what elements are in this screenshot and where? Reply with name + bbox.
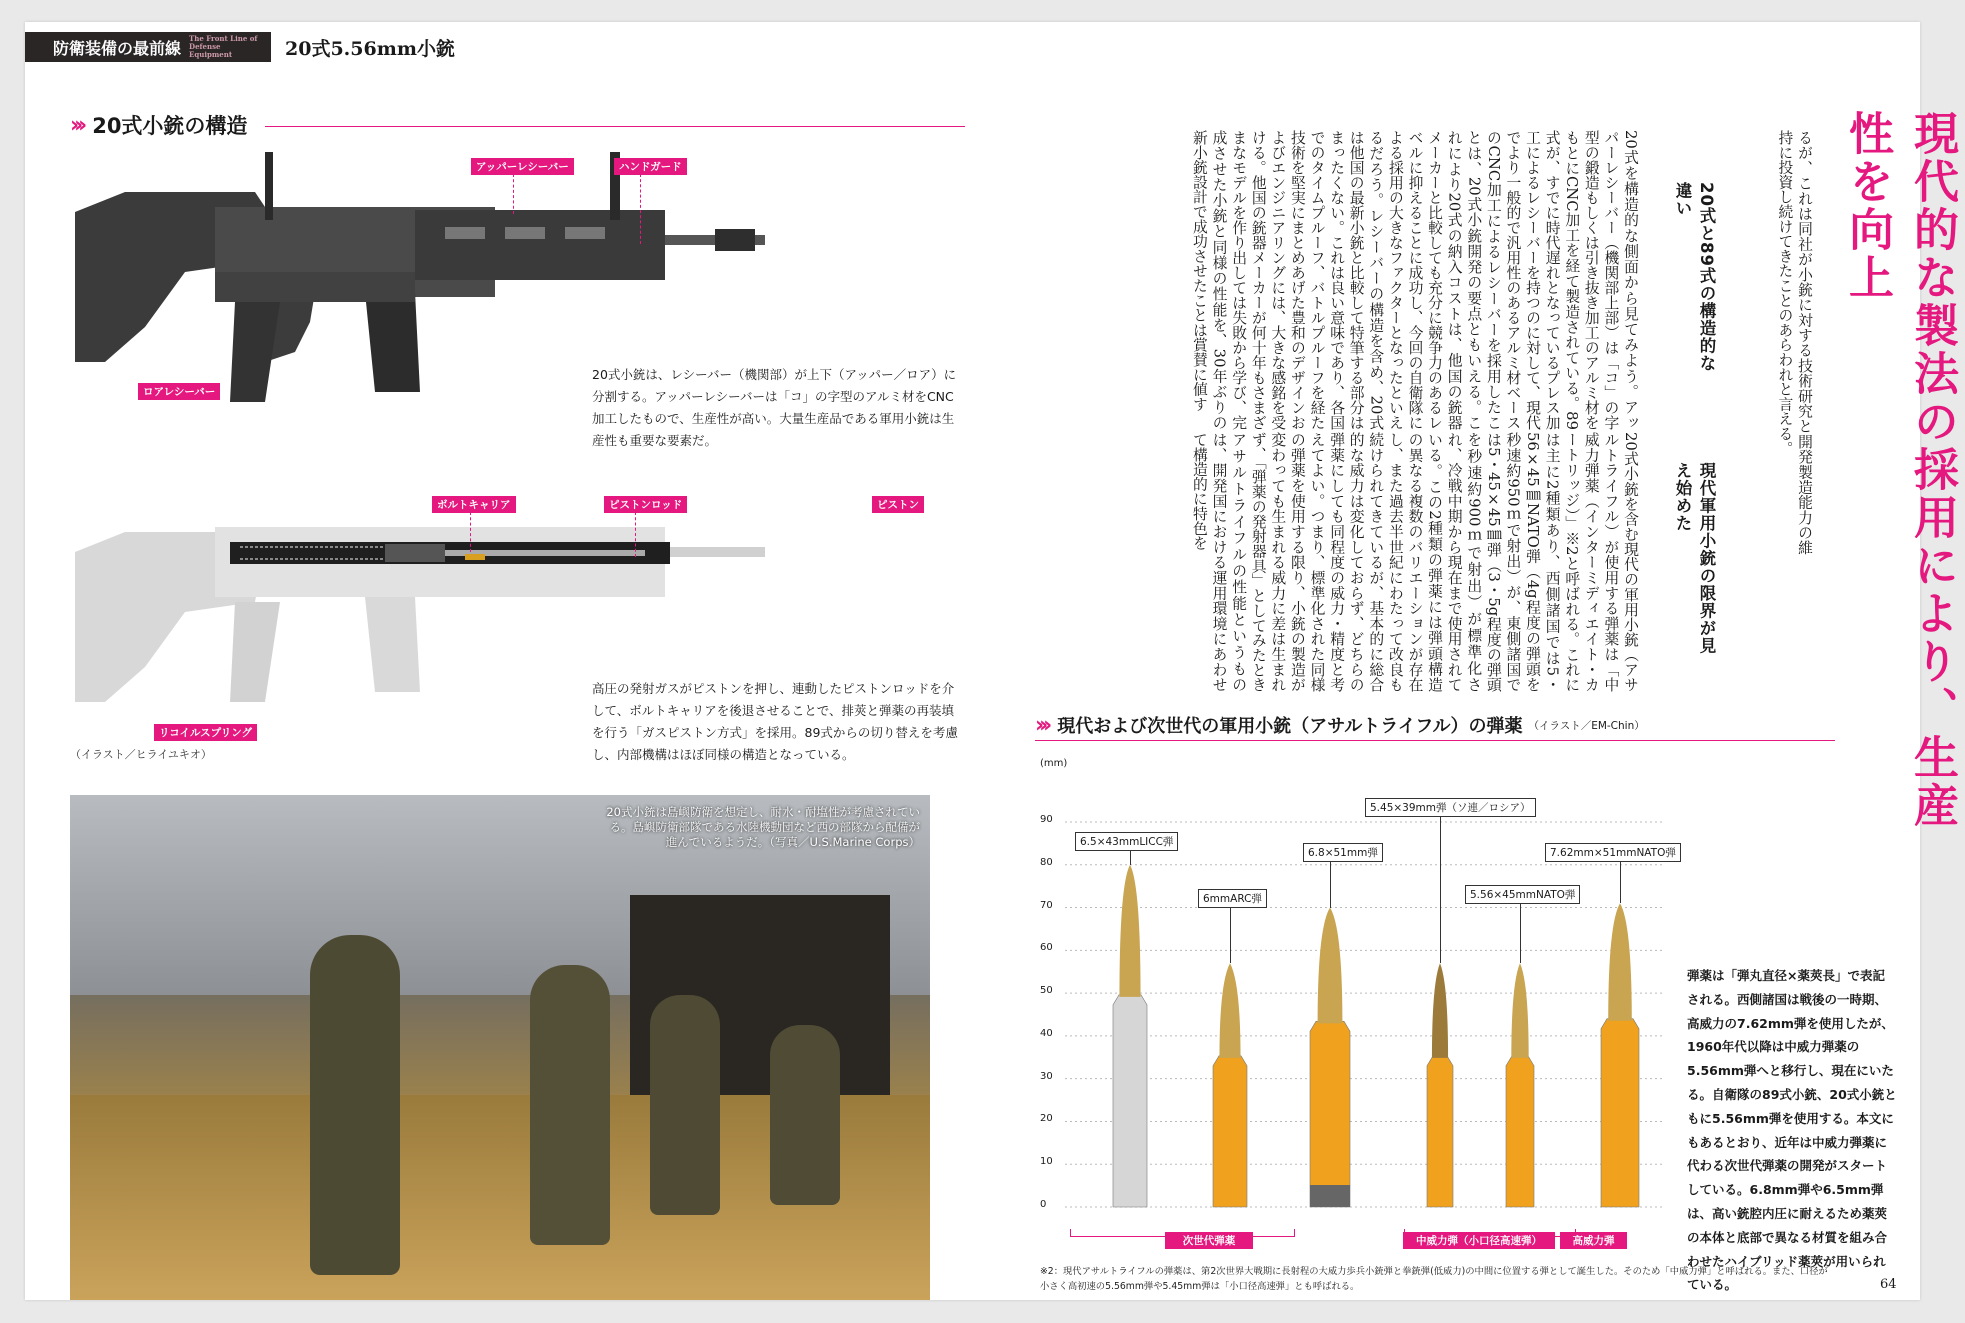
soldier-figure <box>530 965 610 1245</box>
y-tick-label: 80 <box>1040 856 1053 868</box>
y-tick-label: 90 <box>1040 814 1053 825</box>
cartridge-bullet <box>1432 963 1448 1058</box>
article-column-1: 20式を構造的な側面から見てみよう。アッパーレシーバー（機関部上部）は「コ」の字型の鍛造もしくは引き抜き加工のアルミ材をもとにCNC加工を経て製造されている。89式が、すでに時代遅れとなっているプレス加工によるレシーバーを持つのに対して、現代でより一般的で汎用性のあるアルミ材ベースのCNC加工によるレシーバーを採用したことは、20式小銃開発の要点ともいえる。これにより20式の納入コストは、他国の銃器メーカーと比較しても充分に競争力のあるレベルに抑えることに成功し、今回の自衛隊による採用の大きなファクターとなったといえるだろう。レシーバーの構造を含め、20式は他国の最新小銃と比較して特筆する部分はまったくない。これは良い意味であり、各国でのタイムプルーフ、バトルプルーフを経た技術を堅実にまとめあげた豊和のデザインおよびエンジニアリングには、大きな感銘を受ける。他国の銃器メーカーが何十年もさまざまなモデルを作り出しては失敗から学び、完成させた小銃と同様の性能を、30年ぶりの新小銃設計で成功させたことは賞賛に値す <box>1190 130 1639 430</box>
y-tick-label: 60 <box>1040 942 1053 954</box>
magazine-page <box>25 22 1959 1300</box>
soldiers-photo <box>70 795 930 1300</box>
ammo-credit: （イラスト／EM-Chin） <box>1528 719 1645 732</box>
cartridge-mark <box>1310 908 1350 1207</box>
heading-rule <box>265 126 965 127</box>
series-label <box>25 32 271 62</box>
ammo-heading-text: 現代および次世代の軍用小銃（アサルトライフル）の弾薬 <box>1057 716 1523 737</box>
article-column-2: 20式小銃を含む現代の軍用小銃（アサルトライフル）が使用する弾薬は「中威力弾薬（インターミディエイト・カートリッジ）」※2と呼ばれる。これには主に2種類あり、西側諸国では5・56×45㎜NATO弾（4g程度の弾頭を秒速約950ｍで射出）が、東側諸国では5・45×45㎜弾（3・5g程度の弾頭を秒速約900ｍで射出）が標準化され、冷戦中期から現在まで使用されている。この2種類の弾薬には弾頭構造の異なる複数のバリエーションが存在し、また過去半世紀にわたって改良も続けられてきているが、基本的に総合的な威力は変化しておらず、どちらの弾薬にしても同程度の威力・精度と考えてよい。つまり、標準化された同様の弾薬を使用する限り、小銃の製造が変わっても生まれる威力に差は生まれず、「弾薬の発射器具」としてみたときアサルトライフルの性能というものは、開発国における運用環境にあわせて構造的に特色を <box>1190 432 1639 692</box>
page-header <box>25 30 515 64</box>
ammo-caption: 弾薬は「弾丸直径×薬莢長」で表記される。西側諸国は戦後の一時期、高威力の7.62mm弾を使用したが、1960年代以降は中威力弾薬の5.56mm弾へと移行し、現在にいたる。自衛隊の89式小銃、20式小銃ともに5.56mm弾を使用する。本文にもあるとおり、近年は中威力弾薬に代わる次世代弾薬の開発がスタートしている。6.8mm弾や6.5mm弾は、高い銃腔内圧に耐えるため薬莢の本体と底部で異なる材質を組み合わせたハイブリッド薬莢が用いられている。 <box>1687 968 1897 1293</box>
cartridge-bullet <box>1219 963 1240 1058</box>
cartridge-leader <box>1330 861 1331 908</box>
footnote: ※2：現代アサルトライフルの弾薬は、第2次世界大戦期に長射程の大威力歩兵小銃弾と拳銃弾(低威力)の中間に位置する弾として誕生した。そのため「中威力弾」と呼ばれる。また、口径が小さく高初速の5.56mm弾や5.45mm弾は「小口径高速弾」とも呼ばれる。 <box>1040 1266 1828 1292</box>
cartridge-bullet <box>1318 908 1343 1024</box>
y-tick-label: 30 <box>1040 1070 1053 1082</box>
y-tick-label: 50 <box>1040 985 1053 997</box>
structure-heading <box>70 110 247 140</box>
handguard <box>415 210 665 280</box>
cartridge-case <box>1427 1056 1453 1207</box>
cartridge-label: 6mmARC弾 <box>1198 889 1267 908</box>
cartridge-mark <box>1506 963 1534 1207</box>
y-tick-label: 0 <box>1040 1199 1047 1210</box>
cartridge-case <box>1213 1056 1247 1207</box>
cartridge-mark <box>1213 963 1247 1207</box>
cartridge-mark <box>1113 865 1147 1207</box>
subheading-1: 20式と89式の構造的な違い <box>1673 182 1716 372</box>
photo-caption: 20式小銃は島嶼防衛を想定し、耐水・耐塩性が考慮されている。島嶼防衛部隊である水陸機動団など西の部隊から配備が進んでいるようだ。（写真／U.S.Marine Corps） <box>606 805 920 849</box>
cartridge-case <box>1601 1019 1639 1207</box>
subheading-2: 現代軍用小銃の限界が見え始めた <box>1673 462 1716 655</box>
soldier-figure <box>310 935 400 1275</box>
hybrid-case-base <box>1310 1185 1350 1207</box>
structure-caption-1: 20式小銃は、レシーバー（機関部）が上下（アッパー／ロア）に分割する。アッパーレシーバーは「コ」の字型のアルミ材をCNC加工したもので、生産性が高い。大量生産品である軍用小銃は生産性も重要な要素だ。 <box>592 367 957 448</box>
series-title: 防衛装備の最前線 <box>53 38 182 58</box>
lower-receiver <box>215 272 415 302</box>
group-medium: 中威力弾（小口径高速弾） <box>1403 1232 1555 1249</box>
flash-hider <box>715 229 755 251</box>
page-number: 64 <box>1880 1277 1897 1292</box>
cartridge-case <box>1113 995 1147 1207</box>
magazine <box>365 292 420 392</box>
cartridge-mark <box>1601 903 1639 1207</box>
ammo-heading <box>1035 712 1645 738</box>
article-intro: るが、これは同社が小銃に対する技術研究と開発製造能力の維持に投資し続けてきたことのあらわれと言える。 <box>1776 130 1813 555</box>
group-high: 高威力弾 <box>1560 1232 1627 1249</box>
bolt-carrier <box>385 544 445 562</box>
cartridge-leader <box>1130 850 1131 865</box>
series-title-en: The Front Line of Defense Equipment <box>189 34 258 59</box>
y-tick-label: 10 <box>1040 1156 1053 1168</box>
cartridge <box>465 554 485 560</box>
rear-sight <box>265 152 273 220</box>
y-tick-label: 40 <box>1040 1027 1053 1039</box>
soldier-figure <box>770 1025 840 1205</box>
label-bolt-carrier: ボルトキャリア <box>432 496 516 513</box>
structure-heading-text: 20式小銃の構造 <box>92 114 248 138</box>
soldier-figure <box>650 995 720 1215</box>
cartridge-label: 5.45×39mm弾（ソ連／ロシア） <box>1365 798 1536 817</box>
cartridge-leader <box>1230 907 1231 963</box>
label-piston-rod: ピストンロッド <box>604 496 687 513</box>
cartridge-leader <box>1440 816 1441 963</box>
label-lower-receiver: ロアレシーバー <box>138 383 220 400</box>
cartridge-case <box>1310 1021 1350 1207</box>
chevron-icon: ››› <box>1035 712 1048 738</box>
cartridge-leader <box>1520 903 1521 963</box>
label-piston: ピストン <box>872 496 924 513</box>
cartridge-mark <box>1427 963 1453 1207</box>
chevron-icon: ››› <box>70 112 83 138</box>
cartridge-label: 6.8×51mm弾 <box>1303 843 1383 862</box>
cartridge-bullet <box>1511 963 1528 1058</box>
cartridge-case <box>1506 1056 1534 1207</box>
heading-rule <box>1035 740 1835 741</box>
pistol-grip <box>230 302 280 402</box>
cartridge-label: 6.5×43mmLICC弾 <box>1075 832 1178 851</box>
illustration-credit: （イラスト／ヒライユキオ） <box>70 748 212 761</box>
label-handguard: ハンドガード <box>614 158 687 175</box>
cartridge-bullet <box>1608 903 1632 1020</box>
cartridge-leader <box>1620 861 1621 903</box>
cartridge-bullet <box>1119 865 1140 997</box>
axis-unit: (mm) <box>1040 758 1068 769</box>
y-tick-label: 70 <box>1040 899 1053 911</box>
structure-caption-2: 高圧の発射ガスがピストンを押し、連動したピストンロッドを介して、ボルトキャリアを後退させることで、排莢と弾薬の再装填を行う「ガスピストン方式」を採用。89式からの切り替えを考慮し、内部機構はほぼ同様の構造となっている。 <box>592 681 958 762</box>
article-title: 現代的な製法の採用により、生産性を向上 <box>1841 110 1959 830</box>
label-recoil-spring: リコイルスプリング <box>154 724 257 741</box>
y-tick-label: 20 <box>1040 1113 1053 1125</box>
article-topic: 20式5.56mm小銃 <box>285 37 455 60</box>
cartridge-label: 7.62mm×51mmNATO弾 <box>1545 843 1681 862</box>
label-upper-receiver: アッパーレシーバー <box>471 158 574 175</box>
cartridge-label: 5.56×45mmNATO弾 <box>1465 885 1580 904</box>
group-next-gen: 次世代弾薬 <box>1165 1232 1253 1249</box>
